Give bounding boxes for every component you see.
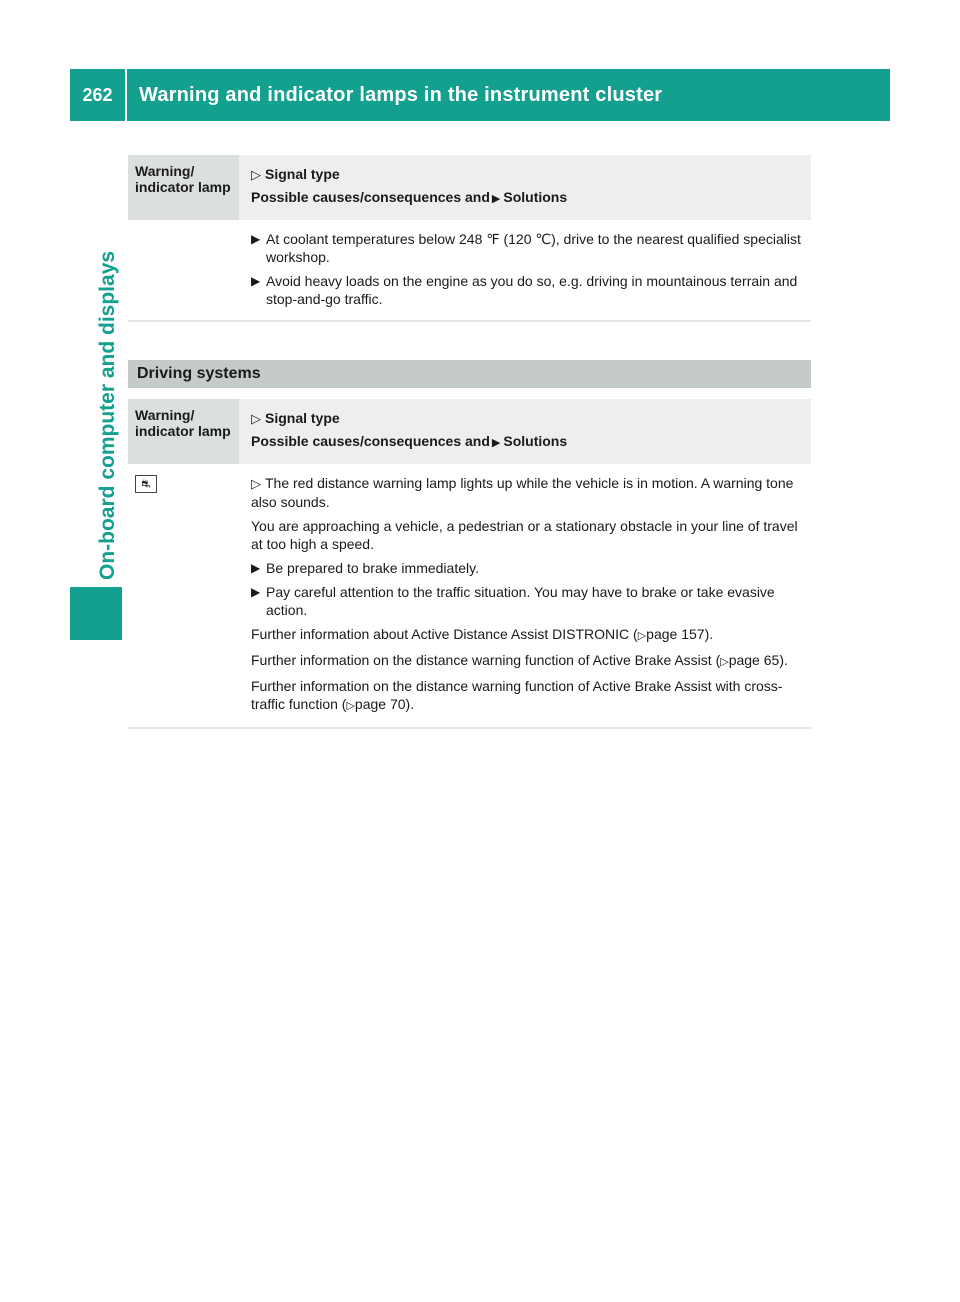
step-text: Be prepared to brake immediately.: [266, 560, 479, 576]
step-arrow-icon: ▶: [251, 274, 261, 288]
possible-causes-label: Possible causes/consequences and: [251, 433, 490, 449]
signal-type-triangle-icon: ▷: [251, 476, 261, 491]
step-arrow-icon: ▶: [251, 232, 261, 246]
column-header-signal: [239, 155, 811, 220]
table-row: [128, 464, 811, 728]
solutions-label: Solutions: [503, 189, 568, 205]
solutions-arrow-icon: ▶: [491, 193, 501, 205]
column-header-lamp: Warning/ indicator lamp: [128, 399, 239, 464]
side-tab-label: On-board computer and displays: [96, 250, 119, 580]
possible-causes-label: Possible causes/consequences and: [251, 189, 490, 205]
page-content: [128, 155, 811, 729]
cause-text: You are approaching a vehicle, a pedestrian or a stationary obstacle in your line of travel at too high a speed.: [251, 518, 798, 552]
distance-warning-lamp-icon: ⛐: [135, 475, 157, 493]
page-ref-link[interactable]: page 70: [354, 696, 406, 712]
lamp-cell: [128, 464, 239, 728]
solutions-cell: [239, 220, 811, 321]
page-number: 262: [82, 84, 113, 105]
page-ref-link[interactable]: page 65: [728, 652, 780, 668]
signal-type-triangle-icon: ▷: [251, 167, 261, 182]
solutions-arrow-icon: ▶: [491, 437, 501, 449]
list-item: [251, 230, 803, 266]
table-row: [128, 220, 811, 321]
reference-text: Further information on the distance warning function of Active Brake Assist with cross-traffic function (▷page 70).: [251, 678, 783, 712]
reference-text: Further information about Active Distance Assist DISTRONIC (▷page 157).: [251, 626, 714, 642]
page-ref-icon: ▷: [346, 700, 355, 712]
page-header: [70, 69, 890, 121]
signal-type-label: Signal type: [265, 410, 340, 426]
solutions-label: Solutions: [503, 433, 568, 449]
step-text: Avoid heavy loads on the engine as you do so, e.g. driving in mountainous terrain and stop-and-go traffic.: [266, 273, 798, 307]
reference-text: Further information on the distance warning function of Active Brake Assist (▷page 65).: [251, 652, 788, 668]
lamp-table-top: [128, 155, 811, 322]
lamp-cell-empty: [128, 220, 239, 321]
list-item: [251, 272, 803, 308]
column-header-lamp: Warning/ indicator lamp: [128, 155, 239, 220]
column-header-signal: [239, 399, 811, 464]
lamp-table-driving-systems: [128, 399, 811, 729]
step-text: Pay careful attention to the traffic situation. You may have to brake or take evasive action.: [266, 584, 775, 618]
description-cell: [239, 464, 811, 728]
page-ref-link[interactable]: page 157: [646, 626, 705, 642]
signal-type-triangle-icon: ▷: [251, 411, 261, 426]
side-tab-marker: [70, 587, 122, 640]
page-title: Warning and indicator lamps in the instrument cluster: [139, 83, 663, 106]
page-ref-icon: ▷: [637, 630, 647, 642]
step-arrow-icon: ▶: [251, 585, 261, 599]
step-arrow-icon: ▶: [251, 561, 261, 575]
page-ref-icon: ▷: [720, 656, 729, 668]
section-title-driving-systems: Driving systems: [128, 360, 811, 388]
step-text: At coolant temperatures below 248 ℉ (120 ℃), drive to the nearest qualified specialist workshop.: [266, 231, 801, 265]
signal-text: The red distance warning lamp lights up while the vehicle is in motion. A warning tone also sounds.: [251, 475, 794, 510]
list-item: [251, 583, 803, 619]
list-item: [251, 559, 803, 577]
signal-type-label: Signal type: [265, 166, 340, 182]
